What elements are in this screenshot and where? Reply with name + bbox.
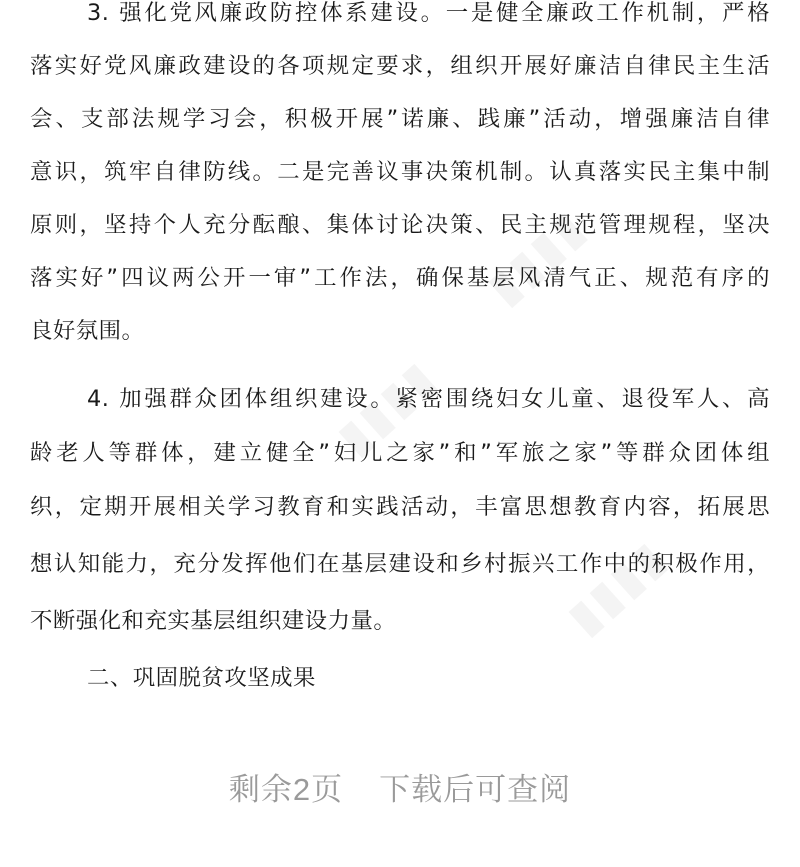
paragraph-4-line-3: 织，定期开展相关学习教育和实践活动，丰富思想教育内容，拓展思 — [30, 494, 770, 520]
paragraph-3-line-5: 原则，坚持个人充分酝酿、集体讨论决策、民主规范管理规程，坚决 — [30, 212, 770, 238]
paragraph-3-line-7: 良好氛围。 — [30, 318, 145, 344]
paragraph-3-line-6: 落实好”四议两公开一审”工作法，确保基层风清气正、规范有序的 — [30, 265, 770, 291]
paragraph-4-line-4: 想认知能力，充分发挥他们在基层建设和乡村振兴工作中的积极作用， — [30, 551, 770, 577]
watermark-decoration: ▮▮▮▮ — [326, 349, 447, 465]
paragraph-3-line-4: 意识，筑牢自律防线。二是完善议事决策机制。认真落实民主集中制 — [30, 159, 770, 185]
watermark-decoration: ▮▮▮▮ — [476, 199, 597, 315]
section-heading: 二、巩固脱贫攻坚成果 — [87, 665, 316, 691]
paragraph-3-line-3: 会、支部法规学习会，积极开展”诺廉、践廉”活动，增强廉洁自律 — [30, 106, 770, 132]
paragraph-4-line-2: 龄老人等群体，建立健全”妇儿之家”和”军旅之家”等群众团体组 — [30, 440, 770, 466]
watermark-decoration: ▮▮▮▮ — [556, 529, 677, 645]
paragraph-4-line-5: 不断强化和充实基层组织建设力量。 — [30, 608, 397, 634]
download-hint-text: 下载后可查阅 — [379, 772, 572, 807]
remaining-pages-text: 剩余2页 — [228, 772, 344, 807]
paragraph-4-line-1: 4. 加强群众团体组织建设。紧密围绕妇女儿童、退役军人、高 — [87, 386, 770, 412]
remaining-pages-notice[interactable] — [0, 768, 800, 812]
paragraph-3-line-2: 落实好党风廉政建设的各项规定要求，组织开展好廉洁自律民主生活 — [30, 53, 770, 79]
paragraph-3-line-1: 3. 强化党风廉政防控体系建设。一是健全廉政工作机制，严格 — [87, 0, 770, 26]
